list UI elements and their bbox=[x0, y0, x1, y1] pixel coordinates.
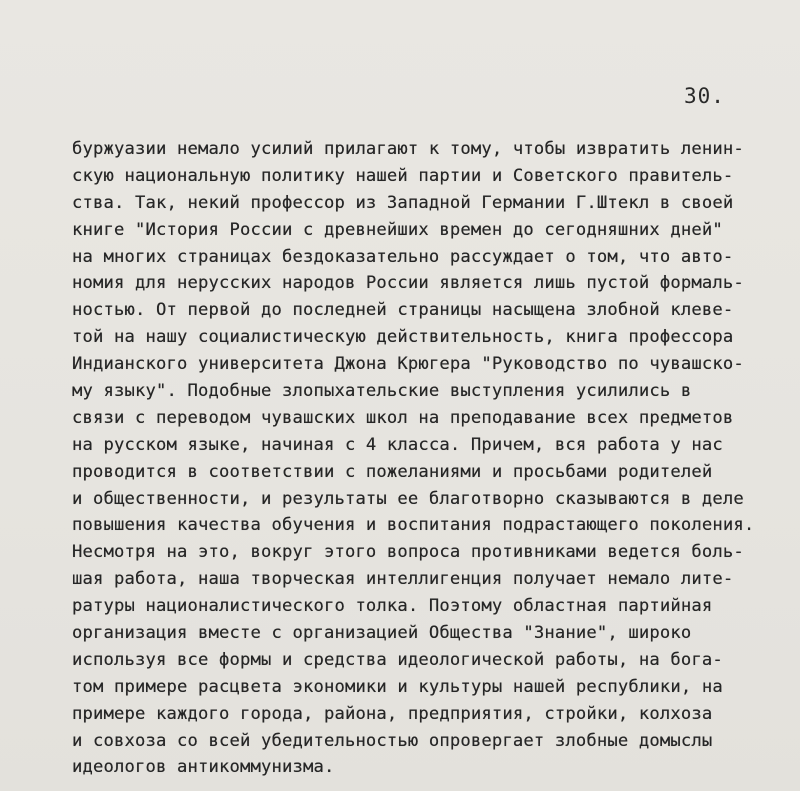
page-number: 30. bbox=[684, 84, 725, 108]
text-line: Несмотря на это, вокруг этого вопроса противниками ведется боль- bbox=[72, 542, 744, 563]
text-line: и общественности, и результаты ее благотворно сказываются в деле bbox=[72, 488, 744, 509]
text-line: номия для нерусских народов России является лишь пустой формаль- bbox=[72, 273, 744, 294]
text-line: связи с переводом чувашских школ на преподавание всех предметов bbox=[72, 407, 734, 428]
text-line: ства. Так, некий профессор из Западной Германии Г.Штекл в своей bbox=[72, 192, 734, 213]
text-line: му языку". Подобные злопыхательские выступления усилились в bbox=[72, 381, 692, 402]
text-line: повышения качества обучения и воспитания подрастающего поколения. bbox=[72, 515, 755, 536]
text-line: организация вместе с организацией Общества "Знание", широко bbox=[72, 623, 692, 644]
text-line: книге "История России с древнейших времен до сегодняшних дней" bbox=[72, 219, 723, 240]
text-line: проводится в соответствии с пожеланиями и просьбами родителей bbox=[72, 461, 713, 482]
text-line: скую национальную политику нашей партии и Советского правитель- bbox=[72, 165, 734, 186]
text-line: шая работа, наша творческая интеллигенция получает немало лите- bbox=[72, 569, 734, 590]
text-line: буржуазии немало усилий прилагают к тому, чтобы извратить ленин- bbox=[72, 139, 744, 159]
body-text bbox=[72, 136, 792, 781]
text-line: примере каждого города, района, предприятия, стройки, колхоза bbox=[72, 703, 713, 724]
text-line: идеологов антикоммунизма. bbox=[72, 757, 335, 778]
text-line: том примере расцвета экономики и культуры нашей республики, на bbox=[72, 676, 723, 697]
text-line: ностью. От первой до последней страницы насыщена злобной клеве- bbox=[72, 300, 734, 321]
text-line: Индианского университета Джона Крюгера "Руководство по чувашско- bbox=[72, 354, 744, 375]
text-line: на русском языке, начиная с 4 класса. Причем, вся работа у нас bbox=[72, 434, 723, 455]
text-line: используя все формы и средства идеологической работы, на бога- bbox=[72, 649, 723, 670]
text-line: и совхоза со всей убедительностью опровергает злобные домыслы bbox=[72, 730, 713, 751]
text-line: ратуры националистического толка. Поэтому областная партийная bbox=[72, 596, 713, 617]
text-line: той на нашу социалистическую действительность, книга профессора bbox=[72, 327, 734, 348]
text-line: на многих страницах бездоказательно рассуждает о том, что авто- bbox=[72, 246, 734, 267]
